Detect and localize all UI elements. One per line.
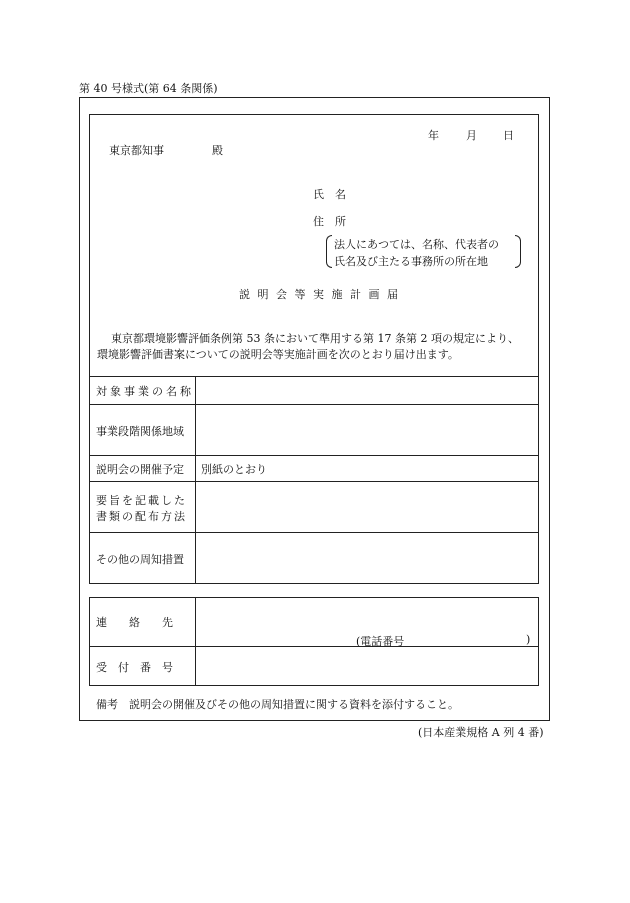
corporate-note-line2: 氏名及び主たる事務所の所在地 (334, 255, 488, 268)
paper-size-note: (日本産業規格 A 列 4 番) (418, 726, 544, 739)
table-row-divider (89, 481, 539, 482)
contact-row-divider (89, 646, 539, 647)
contact-label: 連 絡 先 (96, 616, 173, 629)
row-value-meeting-schedule[interactable]: 別紙のとおり (201, 463, 267, 476)
body-line1: 東京都環境影響評価条例第 53 条において準用する第 17 条第 2 項の規定により、 (111, 332, 519, 345)
table-row-divider (89, 404, 539, 405)
date-day: 日 (503, 129, 514, 142)
row-label-meeting-schedule: 説明会の開催予定 (96, 463, 184, 476)
addressee-honorific: 殿 (212, 144, 223, 157)
row-label-other-measures: その他の周知措置 (96, 553, 184, 566)
row-label-project-name: 対象事業の名称 (96, 385, 194, 398)
form-number: 第 40 号様式(第 64 条関係) (79, 82, 218, 95)
applicant-name-label: 氏 名 (313, 188, 346, 201)
applicant-address-label: 住 所 (313, 215, 346, 228)
row-label-distribution-line2: 書類の配布方法 (96, 510, 187, 523)
row-label-distribution-line1: 要旨を記載した (96, 494, 187, 507)
phone-close-paren: ) (526, 633, 531, 646)
table-row-divider (89, 532, 539, 533)
table-row-divider (89, 455, 539, 456)
table-column-divider (195, 376, 196, 584)
body-line2: 環境影響評価書案についての説明会等実施計画を次のとおり届け出ます。 (97, 348, 459, 361)
corporate-note-line1: 法人にあつては、名称、代表者の (334, 238, 499, 251)
table-top-rule (89, 376, 539, 377)
form-title: 説 明 会 等 実 施 計 画 届 (239, 288, 400, 301)
date-year: 年 (428, 129, 439, 142)
contact-column-divider (195, 597, 196, 686)
date-month: 月 (466, 129, 477, 142)
receipt-number-label: 受 付 番 号 (96, 661, 173, 674)
addressee-name: 東京都知事 (109, 144, 164, 157)
remarks: 備考 説明会の開催及びその他の周知措置に関する資料を添付すること。 (96, 698, 459, 711)
row-label-affected-area: 事業段階関係地域 (96, 425, 184, 438)
phone-label: (電話番号 (356, 635, 405, 648)
